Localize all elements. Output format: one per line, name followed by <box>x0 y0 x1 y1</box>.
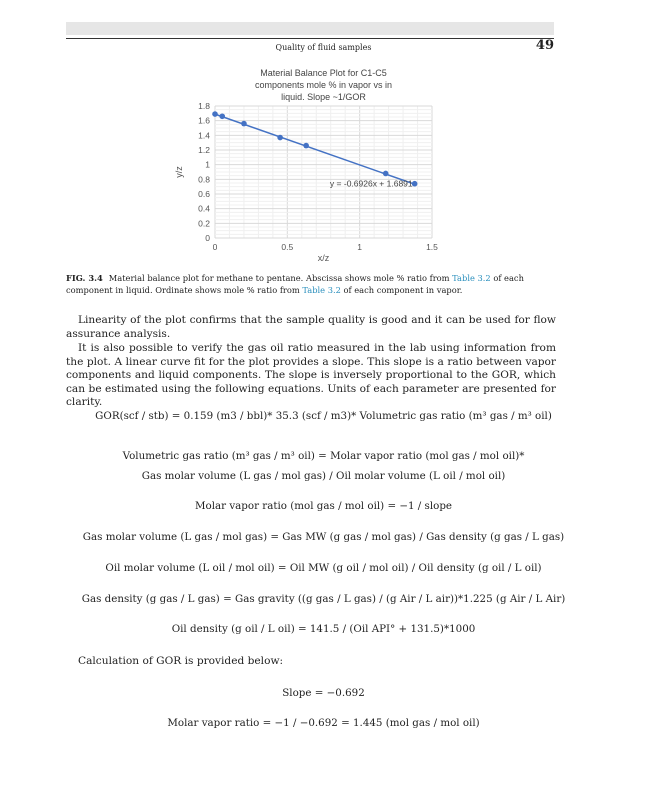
y-axis-label: y/z <box>174 166 184 178</box>
y-tick-label: 1 <box>205 159 210 170</box>
y-tick-label: 0.2 <box>198 218 210 229</box>
chart-title: components mole % in vapor vs in <box>254 80 393 90</box>
trendline-equation: y = -0.6926x + 1.6891 <box>329 178 413 189</box>
data-point <box>219 113 225 119</box>
y-tick-label: 0 <box>205 233 210 243</box>
equation: Volumetric gas ratio (m³ gas / m³ oil) = Molar vapor ratio (mol gas / mol oil)* <box>122 450 525 462</box>
y-tick-label: 1.8 <box>198 101 210 111</box>
table-link[interactable]: Table 3.2 <box>302 285 341 295</box>
caption-text: of each component in liquid. Ordinate shows mole % ratio from <box>66 273 524 295</box>
material-balance-chart <box>160 60 460 270</box>
data-point <box>412 181 418 187</box>
equation: Gas molar volume (L gas / mol gas) = Gas MW (g gas / mol gas) / Gas density (g gas / L gas) <box>82 531 565 543</box>
caption-text: of each component in vapor. <box>340 285 463 295</box>
running-title: Quality of fluid samples <box>275 43 372 52</box>
data-point <box>212 111 218 117</box>
page-number: 49 <box>535 38 554 53</box>
header-rule <box>66 38 554 39</box>
paragraph: It is also possible to verify the gas oil ratio measured in the lab using information from the plot. A linear curve fit for the plot provides a slope. This slope is a ratio between vapor components and liquid components. The slope is inversely proportional to the GOR, which can be estimated using the following equations. Units of each parameter are presented for clarity. <box>66 342 556 408</box>
x-tick-label: 1.5 <box>426 242 438 252</box>
y-tick-label: 1.4 <box>198 130 210 141</box>
y-tick-label: 0.6 <box>198 189 210 199</box>
equation: Gas density (g gas / L gas) = Gas gravity ((g gas / L gas) / (g Air / L air))*1.225 (g Air / L Air) <box>81 593 566 605</box>
data-point <box>241 121 247 127</box>
equation: Oil density (g oil / L oil) = 141.5 / (Oil API° + 131.5)*1000 <box>171 623 476 635</box>
x-axis-label: x/z <box>317 253 330 263</box>
y-tick-label: 0.4 <box>198 203 210 214</box>
equation: GOR(scf / stb) = 0.159 (m3 / bbl)* 35.3 (scf / m3)* Volumetric gas ratio (m³ gas / m³ oil) <box>95 410 552 422</box>
equation: Oil molar volume (L oil / mol oil) = Oil MW (g oil / mol oil) / Oil density (g oil / L oil) <box>105 562 542 574</box>
paragraph: Linearity of the plot confirms that the sample quality is good and it can be used for flow assurance analysis. <box>66 314 556 340</box>
y-tick-label: 0.8 <box>198 174 210 185</box>
x-tick-label: 0.5 <box>281 242 294 252</box>
caption-text: Material balance plot for methane to pentane. Abscissa shows mole % ratio from <box>108 273 453 283</box>
chart-title: Material Balance Plot for C1-C5 <box>260 68 387 78</box>
y-tick-label: 1.2 <box>198 145 210 155</box>
header-band <box>66 22 554 35</box>
figure-label: FIG. 3.4 <box>66 273 103 283</box>
data-point <box>277 135 283 141</box>
paragraph: Calculation of GOR is provided below: <box>78 655 284 667</box>
figure-caption <box>66 272 556 296</box>
equation: Molar vapor ratio = −1 / −0.692 = 1.445 (mol gas / mol oil) <box>167 717 480 729</box>
x-tick-label: 0 <box>212 242 218 252</box>
equation: Molar vapor ratio (mol gas / mol oil) = −1 / slope <box>194 500 452 512</box>
data-point <box>303 143 309 149</box>
x-tick-label: 1 <box>357 242 363 252</box>
chart-title: liquid. Slope ~1/GOR <box>281 92 366 102</box>
table-link[interactable]: Table 3.2 <box>452 273 491 283</box>
data-point <box>383 171 389 177</box>
y-tick-label: 1.6 <box>198 115 210 126</box>
equation: Slope = −0.692 <box>282 687 365 699</box>
equation: Gas molar volume (L gas / mol gas) / Oil molar volume (L oil / mol oil) <box>141 470 506 482</box>
